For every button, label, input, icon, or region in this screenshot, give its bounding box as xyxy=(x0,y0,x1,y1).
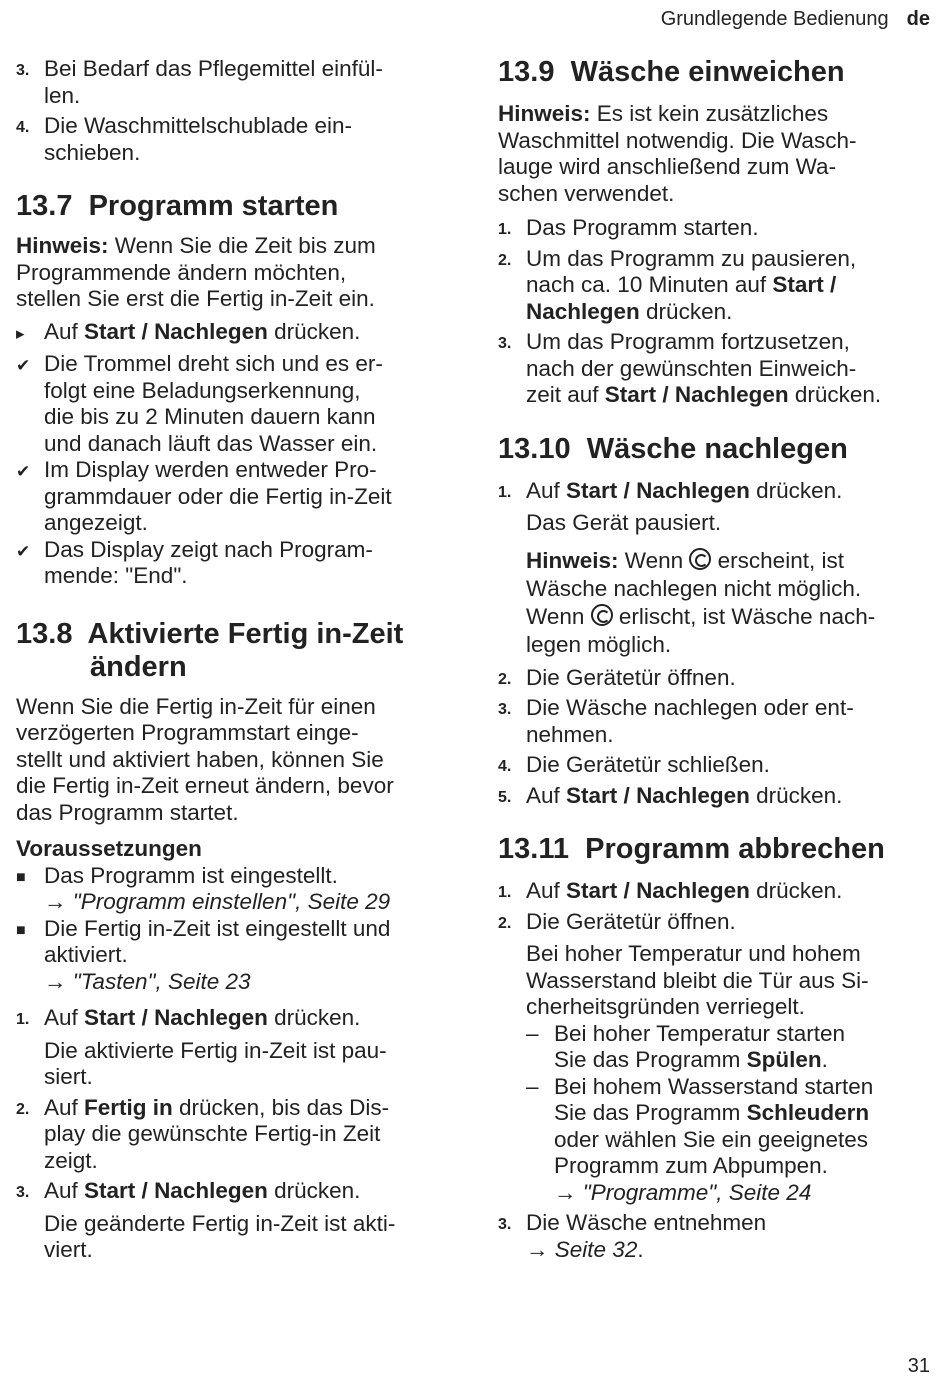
step-item: 2. Die Gerätetür öffnen. xyxy=(498,664,736,690)
result-item: ✔ Die Trommel dreht sich und es er- folgt eine Beladungserkennung, die bis zu 2 Minuten dauern kann und danach läuft das Wasser ein. xyxy=(16,351,383,456)
prereq-item: ■ Die Fertig in-Zeit ist eingestellt und aktiviert. → "Tasten", Seite 23 xyxy=(16,915,391,994)
step-number: 4. xyxy=(16,119,30,136)
step-item: 1. Auf Start / Nachlegen drücken. xyxy=(16,1005,361,1030)
step-item: 3. Auf Start / Nachlegen drücken. xyxy=(16,1178,361,1203)
list-item: 3. Bei Bedarf das Pflegemittel einfül- len. xyxy=(16,56,383,108)
section-title: Grundlegende Bedienung xyxy=(660,8,889,30)
step-number: 3. xyxy=(16,62,30,79)
cross-reference[interactable]: → "Tasten", Seite 23 xyxy=(44,968,251,994)
prereq-item: ■ Das Programm ist eingestellt. → "Programm einstellen", Seite 29 xyxy=(16,862,391,914)
action-item: ▸ Auf Start / Nachlegen drücken. xyxy=(16,319,456,346)
check-icon: ✔ xyxy=(16,356,31,375)
step-item: 1. Auf Start / Nachlegen drücken. xyxy=(498,477,843,503)
page-number: 31 xyxy=(907,1355,930,1377)
section-heading-13-10: 13.10 Wäsche nachlegen xyxy=(498,432,848,465)
cross-reference[interactable]: → "Programme", Seite 24 xyxy=(554,1179,812,1205)
language-code: de xyxy=(906,8,930,30)
square-bullet-icon: ■ xyxy=(16,921,26,939)
hint-paragraph: Hinweis: Wenn Sie die Zeit bis zum Programmende ändern möchten, stellen Sie erst die Fertig in-Zeit ein. xyxy=(16,233,376,311)
section-heading-13-7: 13.7 Programm starten xyxy=(16,190,339,222)
cross-reference[interactable]: → Seite 32 xyxy=(526,1236,638,1262)
dash-item: – Bei hohem Wasserstand starten Sie das Programm Schleudern oder wählen Sie ein geeignetes Programm zum Abpumpen. → "Programme", Seite 24 xyxy=(526,1073,874,1205)
step-result: Die geänderte Fertig in-Zeit ist akti- viert. xyxy=(44,1210,396,1262)
step-item: 1. Auf Start / Nachlegen drücken. xyxy=(498,878,843,903)
play-icon: ▸ xyxy=(16,323,25,343)
list-item: 4. Die Waschmittelschublade ein- schieben. xyxy=(16,113,353,165)
step-result: Das Gerät pausiert. xyxy=(526,510,722,535)
section-heading-13-9: 13.9 Wäsche einweichen xyxy=(498,56,845,88)
step-result: Die aktivierte Fertig in-Zeit ist pau- siert. xyxy=(44,1037,387,1089)
prerequisites-title: Voraussetzungen xyxy=(16,836,202,861)
step-item: 3. Die Wäsche nachlegen oder ent- nehmen. xyxy=(498,695,854,747)
step-item: 3. Die Wäsche entnehmen → Seite 32. xyxy=(498,1210,767,1262)
result-item: ✔ Das Display zeigt nach Program- mende: "End". xyxy=(16,536,373,588)
step-item: 2. Um das Programm zu pausieren, nach ca. 10 Minuten auf Start / Nachlegen drücken. xyxy=(498,245,857,324)
step-item: 5. Auf Start / Nachlegen drücken. xyxy=(498,782,843,808)
check-icon: ✔ xyxy=(16,462,31,481)
right-column xyxy=(498,56,933,1263)
result-item: ✔ Im Display werden entweder Pro- grammdauer oder die Fertig in-Zeit angezeigt. xyxy=(16,457,392,535)
hint-paragraph: Hinweis: Wenn erscheint, ist Wäsche nachlegen nicht möglich. Wenn erlischt, ist Wäsche nach- legen möglich. xyxy=(526,547,876,657)
left-column xyxy=(16,56,456,1264)
reload-lock-icon xyxy=(591,604,613,626)
section-heading-13-8: 13.8 Aktivierte Fertig in-Zeit ändern xyxy=(16,617,404,683)
check-icon: ✔ xyxy=(16,541,31,561)
step-item: 4. Die Gerätetür schließen. xyxy=(498,752,770,777)
step-item: 1. Das Programm starten. xyxy=(498,215,759,240)
square-bullet-icon: ■ xyxy=(16,868,26,886)
hint-paragraph: Hinweis: Es ist kein zusätzliches Waschmittel notwendig. Die Wasch- lauge wird anschließend zum Wa- schen verwendet. xyxy=(498,101,857,206)
dash-item: – Bei hoher Temperatur starten Sie das Programm Spülen. xyxy=(526,1020,845,1072)
section-heading-13-11: 13.11 Programm abbrechen xyxy=(498,833,885,865)
step-result: Bei hoher Temperatur und hohem Wasserstand bleibt die Tür aus Si- cherheitsgründen verriegelt. xyxy=(526,941,869,1019)
cross-reference[interactable]: → "Programm einstellen", Seite 29 xyxy=(44,889,391,914)
step-item: 2. Die Gerätetür öffnen. xyxy=(498,908,736,934)
step-item: 2. Auf Fertig in drücken, bis das Dis- play die gewünschte Fertig-in Zeit zeigt. xyxy=(16,1094,390,1173)
page-header xyxy=(661,8,930,31)
reload-lock-icon xyxy=(689,548,711,570)
step-item: 3. Um das Programm fortzusetzen, nach der gewünschten Einweich- zeit auf Start / Nachlegen drücken. xyxy=(498,329,882,407)
body-paragraph: Wenn Sie die Fertig in-Zeit für einen verzögerten Programmstart einge- stellt und aktiviert haben, können Sie die Fertig in-Zeit erneut ändern, bevor das Programm startet. xyxy=(16,693,394,825)
